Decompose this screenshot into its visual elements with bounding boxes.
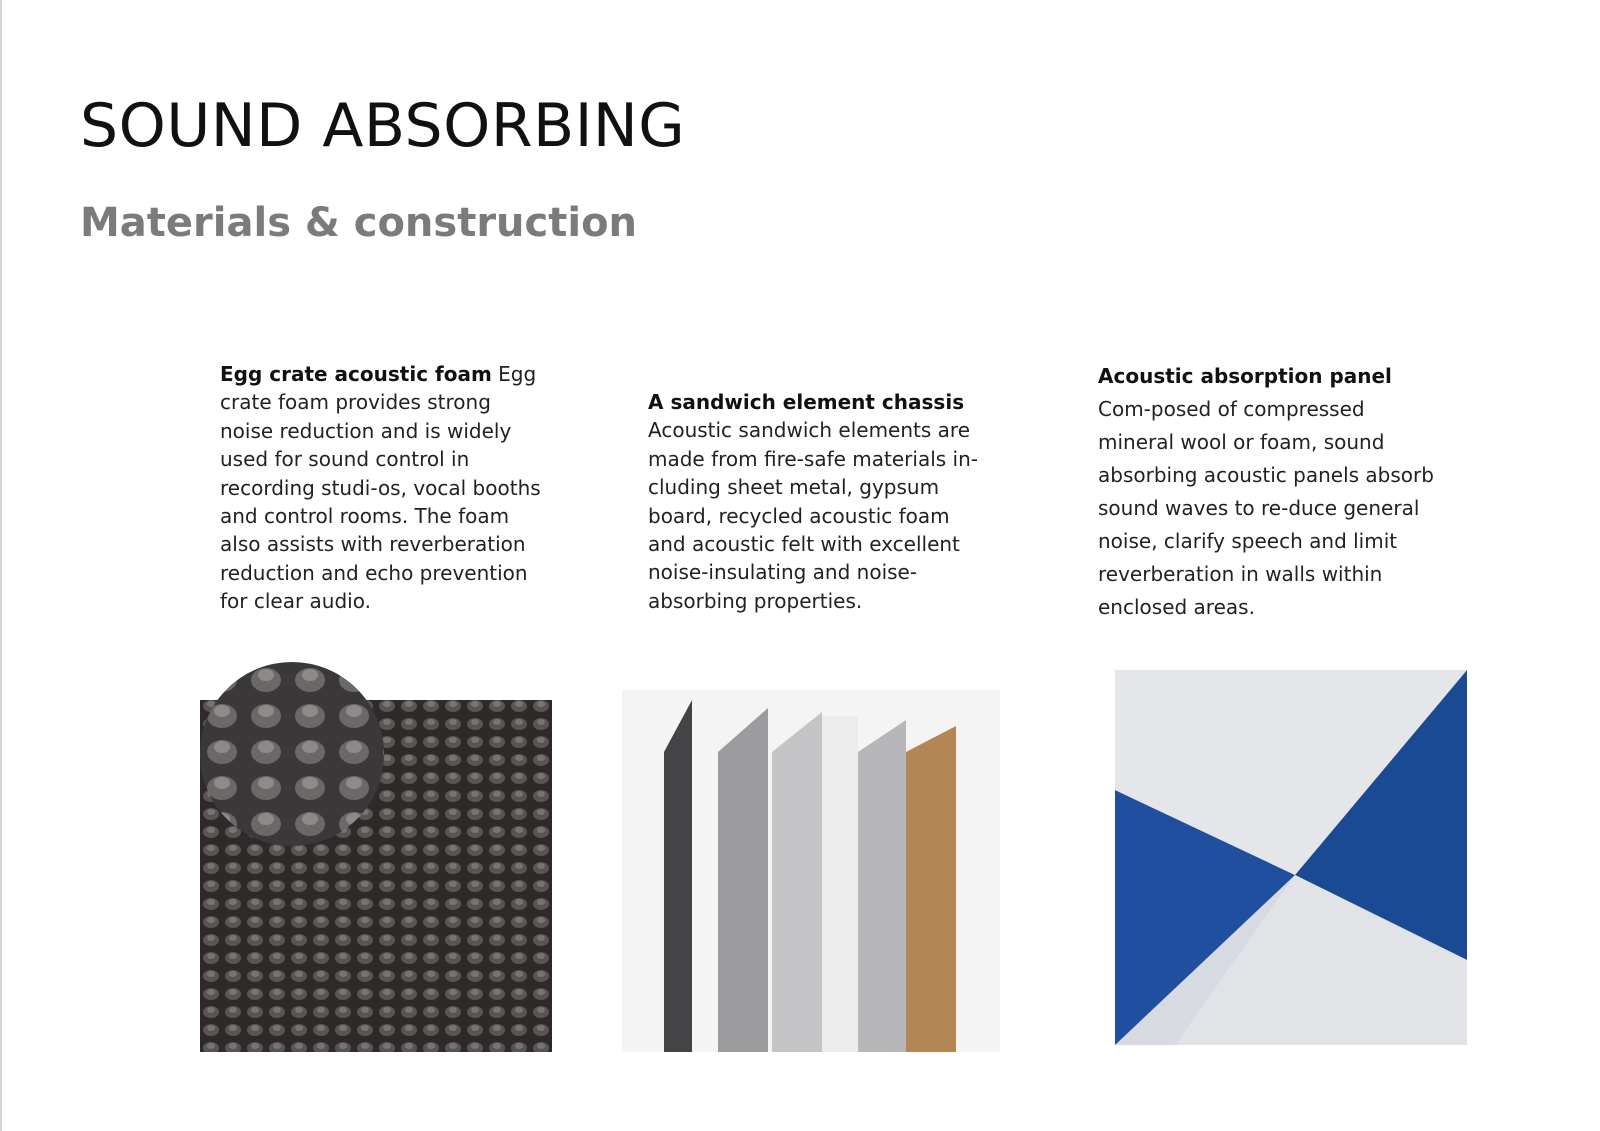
material-description-sandwich <box>648 388 978 615</box>
page-title: SOUND ABSORBING <box>80 91 686 161</box>
material-text: Egg crate foam provides strong noise reduction and is widely used for sound control in recording studi-os, vocal booths and control rooms. The foam also assists with reverberation reduction and echo prevention for clear audio. <box>220 362 541 614</box>
felt-panel-image <box>1115 670 1467 1045</box>
sandwich-layers-image <box>622 690 1000 1052</box>
material-name: A sandwich element chassis <box>648 390 965 414</box>
material-text: Acoustic sandwich elements are made from fire-safe materials in-cluding sheet metal, gypsum board, recycled acoustic foam and acoustic felt with excellent noise-insulating and noise-absorbing properties. <box>648 418 978 613</box>
page-subtitle: Materials & construction <box>80 200 638 246</box>
material-name: Acoustic absorption panel <box>1098 364 1392 388</box>
page-edge <box>0 0 2 1131</box>
egg-crate-foam-image <box>200 662 552 1052</box>
material-name: Egg crate acoustic foam <box>220 362 492 386</box>
material-text: Com-posed of compressed mineral wool or foam, sound absorbing acoustic panels absorb sound waves to re-duce general noise, clarify speech and limit reverberation in walls within enclosed areas. <box>1098 397 1434 619</box>
material-description-egg-crate <box>220 360 550 616</box>
material-description-panel <box>1098 360 1438 624</box>
